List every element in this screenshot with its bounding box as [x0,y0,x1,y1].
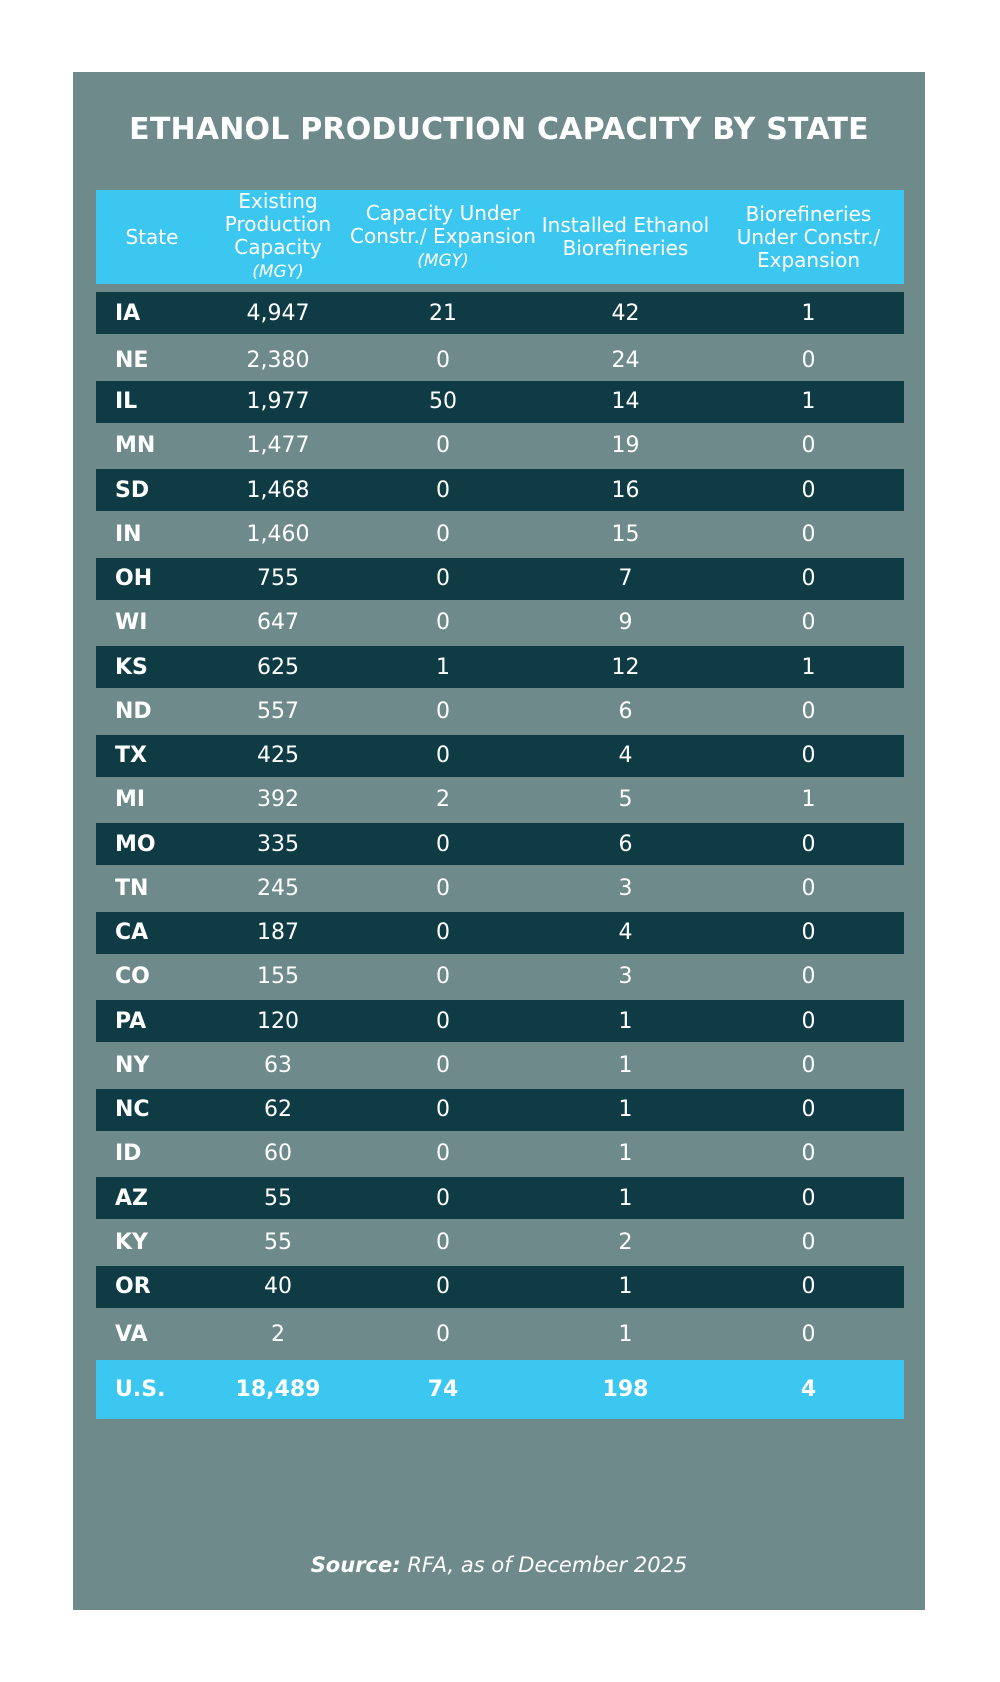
header-existing-capacity-unit: (MGY) [252,262,304,282]
cell-capacity-under-construction: 0 [436,1229,450,1255]
cell-state: IA [115,300,141,326]
cell-state: OH [115,566,153,591]
total-existing-capacity: 18,489 [235,1377,321,1402]
cell-existing-capacity: 425 [257,743,299,768]
cell-state: TN [115,875,149,901]
table-row [96,779,904,821]
cell-capacity-under-construction: 0 [436,831,450,857]
cell-installed-biorefineries: 1 [618,1141,633,1167]
table-row [96,867,904,909]
cell-capacity-under-construction: 0 [436,1052,450,1078]
cell-biorefineries-under-construction: 0 [801,1274,816,1299]
cell-biorefineries-under-construction: 0 [801,831,816,857]
cell-biorefineries-under-construction: 0 [801,521,816,547]
cell-state: MI [115,787,146,813]
cell-existing-capacity: 120 [257,1008,299,1034]
cell-installed-biorefineries: 14 [611,389,640,414]
cell-installed-biorefineries: 42 [611,300,640,326]
cell-state: CA [115,920,149,945]
cell-state: NC [115,1097,150,1122]
cell-installed-biorefineries: 1 [618,1274,633,1299]
cell-installed-biorefineries: 1 [618,1008,633,1034]
cell-existing-capacity: 392 [257,787,299,813]
cell-state: WI [115,610,148,636]
cell-biorefineries-under-construction: 1 [801,654,816,680]
cell-state: ND [115,698,152,724]
cell-capacity-under-construction: 0 [436,698,450,724]
cell-biorefineries-under-construction: 1 [801,389,816,414]
cell-existing-capacity: 647 [257,610,299,636]
cell-existing-capacity: 60 [264,1141,292,1167]
cell-capacity-under-construction: 0 [436,610,450,636]
cell-existing-capacity: 40 [264,1274,292,1299]
source-text: RFA, as of December 2025 [407,1553,688,1577]
cell-capacity-under-construction: 0 [436,566,450,591]
table-row [96,1177,904,1219]
cell-state: MO [115,831,156,857]
cell-existing-capacity: 2,380 [246,347,310,373]
cell-capacity-under-construction: 0 [436,964,450,990]
header-existing-capacity [208,190,348,284]
cell-capacity-under-construction: 0 [436,1008,450,1034]
cell-biorefineries-under-construction: 0 [801,1008,816,1034]
table-row [96,646,904,688]
cell-installed-biorefineries: 1 [618,1097,633,1122]
cell-biorefineries-under-construction: 0 [801,347,816,373]
table-row [96,469,904,511]
cell-capacity-under-construction: 2 [436,787,450,813]
table-row [96,912,904,954]
cell-existing-capacity: 155 [257,964,299,990]
cell-capacity-under-construction: 0 [436,1274,450,1299]
header-state-label: State [125,224,179,249]
table-row [96,1133,904,1175]
header-state [96,190,208,284]
cell-existing-capacity: 187 [257,920,299,945]
cell-installed-biorefineries: 7 [618,566,633,591]
chart-title: ETHANOL PRODUCTION CAPACITY BY STATE [129,112,869,147]
total-capacity-under-construction: 74 [427,1377,459,1402]
cell-installed-biorefineries: 4 [618,920,633,945]
cell-state: KS [115,654,148,680]
cell-existing-capacity: 1,468 [246,477,310,503]
cell-capacity-under-construction: 0 [436,433,450,459]
cell-installed-biorefineries: 12 [611,654,640,680]
header-installed-biorefineries [538,190,713,284]
cell-capacity-under-construction: 0 [436,920,450,945]
cell-state: IN [115,521,142,547]
table-panel [73,72,925,1610]
header-capacity-under-construction [348,190,538,284]
header-biorefineries-under-construction-label: Biorefineries Under Constr./ Expansion [736,201,881,272]
cell-state: NY [115,1052,150,1078]
cell-biorefineries-under-construction: 0 [801,1185,816,1211]
table-row [96,1000,904,1042]
cell-capacity-under-construction: 0 [436,1185,450,1211]
cell-state: TX [115,743,147,768]
header-capacity-under-construction-label: Capacity Under Constr./ Expansion [350,200,536,248]
header-capacity-under-construction-unit: (MGY) [417,250,469,271]
table-row [96,339,904,381]
cell-installed-biorefineries: 5 [618,787,633,813]
cell-state: NE [115,347,149,373]
source-note [73,1553,925,1577]
cell-installed-biorefineries: 6 [618,831,633,857]
cell-existing-capacity: 245 [257,875,299,901]
total-row [96,1360,904,1419]
cell-existing-capacity: 2 [271,1322,285,1348]
cell-biorefineries-under-construction: 1 [801,787,816,813]
cell-biorefineries-under-construction: 0 [801,566,816,591]
total-installed-biorefineries: 198 [602,1377,649,1402]
cell-existing-capacity: 55 [264,1229,292,1255]
cell-installed-biorefineries: 1 [618,1322,633,1348]
table-row [96,1266,904,1308]
cell-installed-biorefineries: 1 [618,1185,633,1211]
table-header [96,190,904,284]
cell-biorefineries-under-construction: 0 [801,743,816,768]
cell-installed-biorefineries: 6 [618,698,633,724]
source-label: Source: [310,1553,401,1577]
cell-existing-capacity: 63 [264,1052,292,1078]
cell-installed-biorefineries: 2 [618,1229,633,1255]
cell-installed-biorefineries: 19 [611,433,640,459]
cell-biorefineries-under-construction: 0 [801,875,816,901]
cell-existing-capacity: 55 [264,1185,292,1211]
cell-state: KY [115,1229,148,1255]
table-row [96,1314,904,1356]
cell-existing-capacity: 755 [257,566,299,591]
cell-biorefineries-under-construction: 0 [801,1052,816,1078]
cell-capacity-under-construction: 0 [436,743,450,768]
cell-installed-biorefineries: 3 [618,964,633,990]
table-row [96,381,904,423]
cell-capacity-under-construction: 0 [436,875,450,901]
total-biorefineries-under-construction: 4 [800,1377,817,1402]
cell-installed-biorefineries: 1 [618,1052,633,1078]
table-row [96,425,904,467]
table-row [96,1044,904,1086]
cell-biorefineries-under-construction: 0 [801,1097,816,1122]
cell-biorefineries-under-construction: 0 [801,1322,816,1348]
cell-existing-capacity: 335 [257,831,299,857]
table-row [96,602,904,644]
cell-existing-capacity: 1,977 [246,389,310,414]
cell-biorefineries-under-construction: 0 [801,610,816,636]
header-existing-capacity-label: Existing Production Capacity [224,189,332,259]
table-row [96,735,904,777]
cell-biorefineries-under-construction: 0 [801,1229,816,1255]
cell-installed-biorefineries: 9 [618,610,633,636]
table-row [96,823,904,865]
cell-installed-biorefineries: 3 [618,875,633,901]
cell-existing-capacity: 62 [264,1097,292,1122]
cell-biorefineries-under-construction: 0 [801,433,816,459]
cell-biorefineries-under-construction: 0 [801,698,816,724]
cell-state: CO [115,964,150,990]
cell-state: OR [115,1274,151,1299]
cell-state: ID [115,1141,142,1167]
cell-existing-capacity: 1,460 [246,521,310,547]
cell-state: MN [115,433,156,459]
cell-capacity-under-construction: 0 [436,1141,450,1167]
table-row [96,1089,904,1131]
cell-biorefineries-under-construction: 1 [801,300,816,326]
cell-biorefineries-under-construction: 0 [801,477,816,503]
cell-capacity-under-construction: 21 [429,300,457,326]
total-state: U.S. [115,1377,166,1402]
cell-state: IL [115,389,138,414]
cell-biorefineries-under-construction: 0 [801,964,816,990]
cell-capacity-under-construction: 0 [436,477,450,503]
cell-state: PA [115,1008,147,1034]
table-row [96,956,904,998]
cell-installed-biorefineries: 16 [611,477,640,503]
header-biorefineries-under-construction [713,190,904,284]
cell-capacity-under-construction: 0 [436,1097,450,1122]
cell-existing-capacity: 1,477 [246,433,310,459]
table-row [96,690,904,732]
cell-installed-biorefineries: 24 [611,347,640,373]
cell-biorefineries-under-construction: 0 [801,1141,816,1167]
cell-state: SD [115,477,150,503]
cell-capacity-under-construction: 1 [436,654,450,680]
cell-installed-biorefineries: 15 [611,521,640,547]
cell-state: AZ [115,1185,148,1211]
cell-capacity-under-construction: 0 [436,1322,450,1348]
header-installed-biorefineries-label: Installed Ethanol Biorefineries [541,213,710,260]
table-row [96,513,904,555]
cell-capacity-under-construction: 0 [436,521,450,547]
cell-installed-biorefineries: 4 [618,743,633,768]
cell-existing-capacity: 625 [257,654,299,680]
cell-existing-capacity: 4,947 [246,300,310,326]
cell-capacity-under-construction: 50 [429,389,457,414]
table-row [96,558,904,600]
cell-biorefineries-under-construction: 0 [801,920,816,945]
cell-capacity-under-construction: 0 [436,347,450,373]
cell-state: VA [115,1322,148,1348]
cell-existing-capacity: 557 [257,698,299,724]
table-row [96,1221,904,1263]
table-row [96,292,904,334]
